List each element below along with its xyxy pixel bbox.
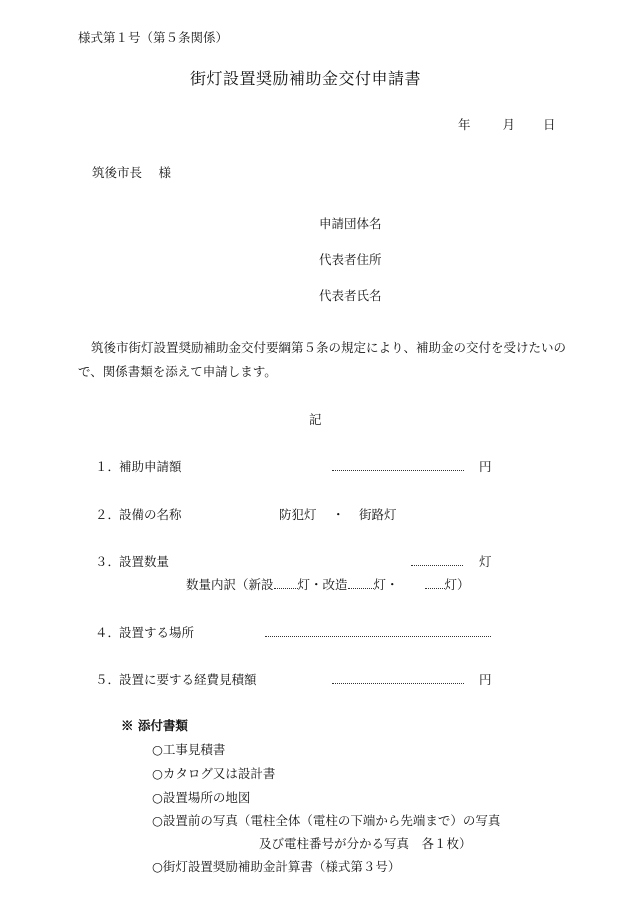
attachment-item: ○設置場所の地図 xyxy=(152,790,251,805)
item2-separator: ・ xyxy=(332,507,345,522)
item5-number: ５． xyxy=(95,672,121,687)
item4-location-field[interactable] xyxy=(265,625,491,637)
item1-number: １． xyxy=(95,459,121,474)
applicant-rep-address-label: 代表者住所 xyxy=(319,252,382,267)
item1-unit: 円 xyxy=(479,459,492,474)
item3-number: ３． xyxy=(95,554,121,569)
breakdown-new-field[interactable] xyxy=(274,577,298,589)
item5-unit: 円 xyxy=(479,672,492,687)
attachment-item: ○街灯設置奨励補助金計算書（様式第３号） xyxy=(152,859,401,874)
application-statement: 筑後市街灯設置奨励補助金交付要綱第５条の規定により、補助金の交付を受けたいので、関係書類を添えて申請します。 xyxy=(78,340,567,379)
item4-label: 設置する場所 xyxy=(119,625,195,640)
item3-count-field[interactable] xyxy=(411,554,463,566)
date-year: 年 xyxy=(458,117,471,132)
applicant-rep-name-label: 代表者氏名 xyxy=(319,288,382,303)
item2-option-street-light[interactable]: 街路灯 xyxy=(359,507,397,522)
form-number: 様式第１号（第５条関係） xyxy=(78,30,229,45)
attachment-item-continuation: 及び電柱番号が分かる写真 各１枚） xyxy=(259,836,472,851)
item2-label: 設備の名称 xyxy=(119,507,182,522)
item3-breakdown: 数量内訳（新設 灯・改造 灯・ 灯） xyxy=(186,577,470,592)
breakdown-other-field[interactable] xyxy=(425,577,445,589)
date-day: 日 xyxy=(543,117,556,132)
item1-amount-field[interactable] xyxy=(332,459,464,471)
item2-number: ２． xyxy=(95,507,121,522)
item1-label: 補助申請額 xyxy=(119,459,182,474)
item3-unit: 灯 xyxy=(479,554,492,569)
attachment-item: ○カタログ又は設計書 xyxy=(152,766,276,781)
document-title: 街灯設置奨励補助金交付申請書 xyxy=(190,69,422,88)
item5-cost-field[interactable] xyxy=(332,672,464,684)
date-line xyxy=(458,115,556,133)
item5-label: 設置に要する経費見積額 xyxy=(119,672,257,687)
breakdown-modify-field[interactable] xyxy=(348,577,374,589)
item2-option-crime-prevention-light[interactable]: 防犯灯 xyxy=(279,507,317,522)
item3-label: 設置数量 xyxy=(119,554,170,569)
attachments-heading: ※ 添付書類 xyxy=(121,718,188,733)
date-month: 月 xyxy=(502,117,516,132)
ki-heading: 記 xyxy=(309,412,322,427)
item4-number: ４． xyxy=(95,625,121,640)
applicant-group-name-label: 申請団体名 xyxy=(319,216,382,231)
attachment-item: ○工事見積書 xyxy=(152,742,226,757)
addressee: 筑後市長 様 xyxy=(92,165,171,180)
attachment-item: ○設置前の写真（電柱全体（電柱の下端から先端まで）の写真 xyxy=(152,813,501,828)
